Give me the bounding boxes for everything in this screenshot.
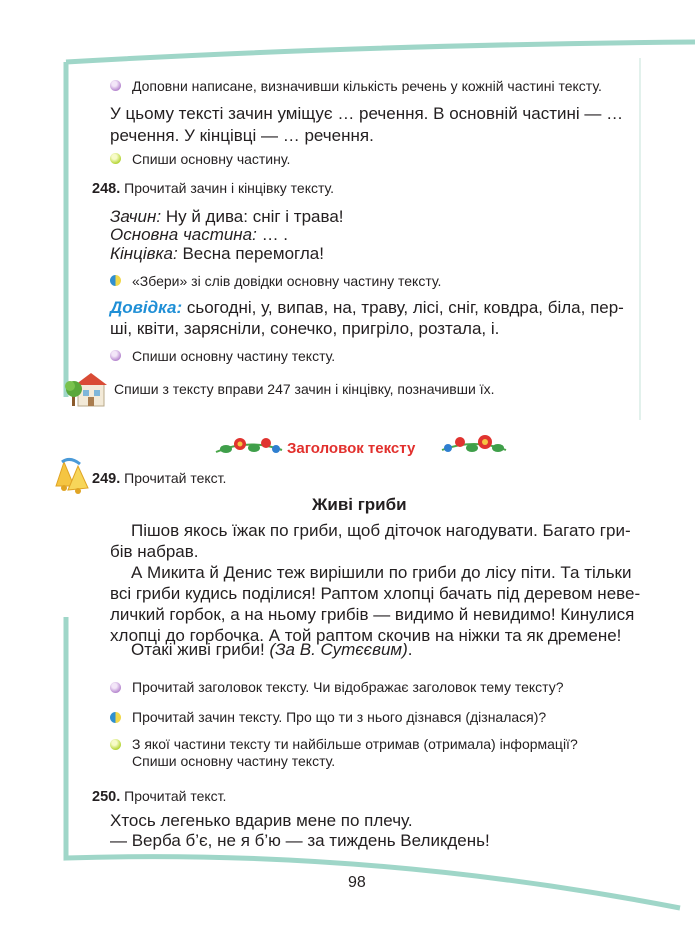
paragraph-line: речення. У кінцівці — … речення.: [110, 126, 374, 145]
exercise-instruction: Прочитай текст.: [124, 470, 227, 486]
poem-line: Хтось легенько вдарив мене по плечу.: [110, 811, 413, 830]
story-line: хлопці до горбочка. А той раптом скочив на ніжки та як дремене!: [110, 626, 622, 645]
dovidka-line: ші, квіти, зарясніли, сонечко, пригріло, розтала, і.: [110, 319, 500, 338]
part-text: … .: [256, 225, 289, 244]
story-line: А Микита й Денис теж вирішили по гриби до лісу піти. Та тільки: [131, 563, 632, 582]
exercise-250-header: [92, 787, 226, 806]
exercise-249-header: [92, 469, 226, 488]
poem-line: — Верба б’є, не я б’ю — за тиждень Великдень!: [110, 831, 490, 850]
question-title: Прочитай заголовок тексту. Чи відображає заголовок тему тексту?: [132, 679, 564, 695]
dovidka-line: [110, 297, 624, 319]
story-title: Живі гриби: [312, 495, 407, 514]
story-line: Пішов якось їжак по гриби, щоб діточок нагодувати. Багато гри-: [131, 521, 631, 540]
task-bullet-icon: [110, 80, 121, 91]
section-title: Заголовок тексту: [287, 440, 416, 457]
dovidka-label: Довідка:: [110, 298, 183, 317]
part-label: Кінцівка:: [110, 244, 178, 263]
task-copy-text: Спиши основну частину тексту.: [132, 348, 336, 364]
exercise-instruction: Прочитай текст.: [124, 788, 227, 804]
question-intro: Прочитай зачин тексту. Про що ти з нього дізнався (дізналася)?: [132, 709, 547, 725]
story-last-line: [131, 639, 413, 661]
part-label: Зачин:: [110, 207, 162, 226]
exercise-number: 249.: [92, 471, 121, 487]
task-bullet-icon: [110, 739, 121, 750]
part-text: Весна перемогла!: [177, 244, 324, 263]
story-text: Отакі живі гриби!: [131, 640, 270, 659]
exercise-number: 250.: [92, 789, 121, 805]
ending-line: [110, 243, 324, 265]
task-bullet-icon: [110, 275, 121, 286]
exercise-248-header: [92, 179, 334, 198]
story-line: всі гриби кудись поділися! Раптом хлопці бачать під деревом неве-: [110, 584, 641, 603]
exercise-instruction: Прочитай зачин і кінцівку тексту.: [124, 180, 335, 196]
paragraph-line: У цьому тексті зачин уміщує … речення. В основній частині — …: [110, 104, 624, 123]
story-line: бів набрав.: [110, 542, 199, 561]
task-gather: «Збери» зі слів довідки основну частину тексту.: [132, 273, 442, 289]
part-text: Ну й дива: сніг і трава!: [161, 207, 344, 226]
story-line: личкий горбок, а на ньому грибів — видимо й невидимо! Кинулися: [110, 605, 635, 624]
flower-ornament-left-icon: [214, 432, 284, 462]
dovidka-words: сьогодні, у, випав, на, траву, лісі, сніг, ковдра, біла, пер-: [182, 298, 624, 317]
house-icon: [64, 370, 108, 408]
flower-ornament-right-icon: [440, 430, 508, 464]
home-task: Спиши з тексту вправи 247 зачин і кінцівку, позначивши їх.: [114, 381, 495, 397]
task-bullet-icon: [110, 682, 121, 693]
task-bullet-icon: [110, 712, 121, 723]
bells-icon: [50, 456, 96, 496]
task-fill-in: Доповни написане, визначивши кількість речень у кожній частині тексту.: [132, 78, 602, 94]
task-copy-main: Спиши основну частину.: [132, 151, 291, 167]
task-bullet-icon: [110, 350, 121, 361]
exercise-number: 248.: [92, 181, 121, 197]
page-number: 98: [348, 874, 366, 891]
task-bullet-icon: [110, 153, 121, 164]
question-part-line: З якої частини тексту ти найбільше отримав (отримала) інформації?: [132, 736, 578, 752]
story-source: (За В. Сутєєвим): [269, 640, 408, 659]
part-label: Основна частина:: [110, 225, 257, 244]
question-part-line: Спиши основну частину тексту.: [132, 753, 336, 769]
story-period: .: [407, 640, 413, 659]
